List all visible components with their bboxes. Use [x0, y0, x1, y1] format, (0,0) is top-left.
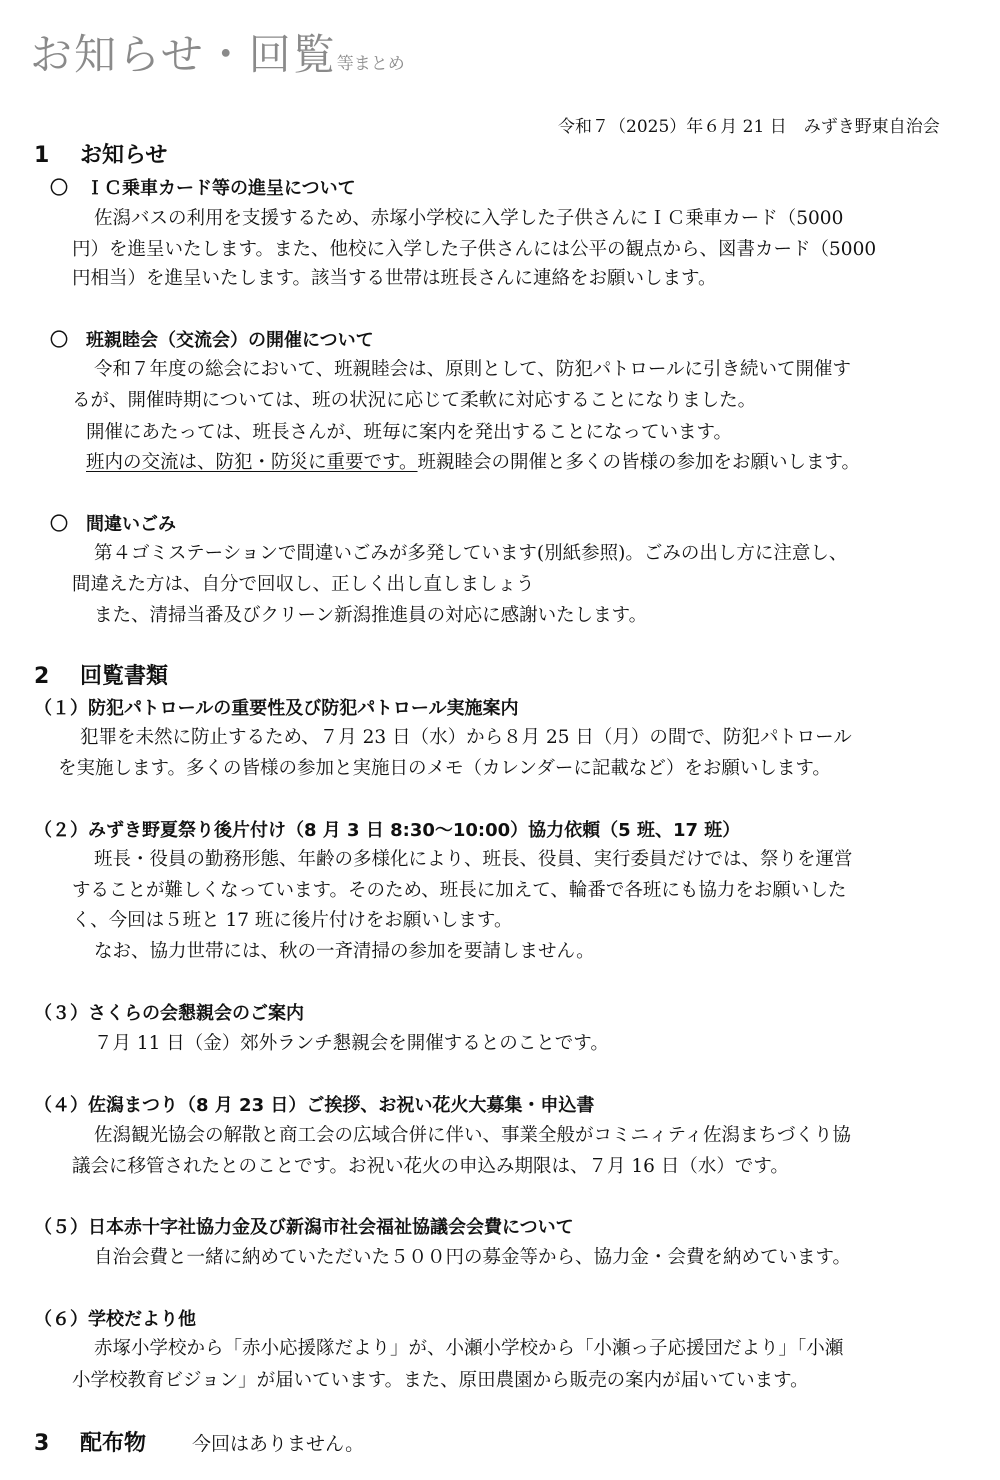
paragraph-line: 円相当）を進呈いたします。該当する世帯は班長さんに連絡をお願いします。: [72, 268, 717, 289]
paragraph-line: 班長・役員の勤務形態、年齢の多様化により、班長、役員、実行委員だけでは、祭りを運営: [94, 849, 853, 870]
item-heading-sakura-club: （３）さくらの会懇親会のご案内: [34, 1003, 304, 1024]
sentence-text: 班親睦会の開催と多くの皆様の参加をお願いします。: [417, 452, 861, 473]
date-organization: 令和７（2025）年６月 21 日 みずき野東自治会: [558, 117, 940, 137]
section-3-heading: [34, 1426, 364, 1457]
paragraph-line: るが、開催時期については、班の状況に応じて柔軟に対応することになりました。: [72, 390, 757, 411]
paragraph-line: 佐潟バスの利用を支援するため、赤塚小学校に入学した子供さんにＩＣ乗車カード（5000: [94, 208, 844, 229]
paragraph-line: 第４ゴミステーションで間違いごみが多発しています(別紙参照)。ごみの出し方に注意し、: [94, 543, 848, 564]
paragraph-line: 間違えた方は、自分で回収し、正しく出し直しましょう: [72, 574, 535, 595]
paragraph-line: 佐潟観光協会の解散と商工会の広域合併に伴い、事業全般がコミニィティ佐潟まちづくり協: [94, 1125, 851, 1146]
section-label: お知らせ: [80, 143, 168, 168]
title-main: お知らせ・回覧: [30, 30, 337, 79]
item-heading-school-letters: （６）学校だより他: [34, 1309, 196, 1330]
paragraph-line: を実施します。多くの皆様の参加と実施日のメモ（カレンダーに記載など）をお願いします。: [58, 758, 831, 779]
paragraph-line-emphasis: [86, 448, 860, 474]
paragraph-line: く、今回は５班と 17 班に後片付けをお願いします。: [72, 910, 513, 931]
section-note: 今回はありません。: [192, 1433, 365, 1455]
item-heading-patrol: （１）防犯パトロールの重要性及び防犯パトロール実施案内: [34, 698, 519, 719]
item-heading-wrong-garbage: 〇 間違いごみ: [50, 514, 176, 535]
section-number: 2: [34, 664, 50, 689]
paragraph-line: 開催にあたっては、班長さんが、班毎に案内を発出することになっています。: [86, 422, 733, 443]
page-title: [30, 22, 405, 82]
section-label: 配布物: [80, 1431, 147, 1456]
paragraph-line: 議会に移管されたとのことです。お祝い花火の申込み期限は、７月 16 日（水）です。: [72, 1156, 789, 1177]
section-2-heading: [34, 659, 168, 690]
item-heading-red-cross: （５）日本赤十字社協力金及び新潟市社会福祉協議会会費について: [34, 1217, 574, 1238]
section-1-heading: [34, 138, 167, 169]
item-heading-sagata-festival: （４）佐潟まつり（8 月 23 日）ご挨拶、お祝い花火大募集・申込書: [34, 1095, 595, 1116]
paragraph-line: することが難しくなっています。そのため、班長に加えて、輪番で各班にも協力をお願いした: [72, 880, 847, 901]
paragraph-line: 小学校教育ビジョン」が届いています。また、原田農園から販売の案内が届いています。: [72, 1370, 809, 1391]
section-number: 3: [34, 1431, 50, 1456]
section-number: 1: [34, 143, 50, 168]
title-suffix: 等まとめ: [336, 54, 405, 74]
paragraph-line: 赤塚小学校から「赤小応援隊だより」が、小瀬小学校から「小瀬っ子応援団だより」「小瀬: [94, 1338, 844, 1359]
paragraph-line: 自治会費と一緒に納めていただいた５００円の募金等から、協力金・会費を納めています。: [94, 1247, 852, 1268]
section-label: 回覧書類: [80, 664, 169, 689]
paragraph-line: ７月 11 日（金）郊外ランチ懇親会を開催するとのことです。: [94, 1033, 609, 1054]
paragraph-line: 令和７年度の総会において、班親睦会は、原則として、防犯パトロールに引き続いて開催す: [94, 359, 852, 380]
paragraph-line: 円）を進呈いたします。また、他校に入学した子供さんには公平の観点から、図書カード（5000: [72, 239, 877, 260]
paragraph-line: なお、協力世帯には、秋の一斉清掃の参加を要請しません。: [94, 941, 595, 962]
item-heading-ic-card: 〇 ＩＣ乗車カード等の進呈について: [50, 178, 356, 199]
paragraph-line: また、清掃当番及びクリーン新潟推進員の対応に感謝いたします。: [94, 605, 648, 626]
item-heading-social-gathering: 〇 班親睦会（交流会）の開催について: [50, 330, 374, 351]
item-heading-festival-cleanup: （２）みずき野夏祭り後片付け（8 月 3 日 8:30～10:00）協力依頼（5 班、17 班）: [34, 820, 741, 841]
underlined-text: 班内の交流は、防犯・防災に重要です。: [86, 452, 418, 473]
paragraph-line: 犯罪を未然に防止するため、７月 23 日（水）から８月 25 日（月）の間で、防犯パトロール: [80, 727, 852, 748]
